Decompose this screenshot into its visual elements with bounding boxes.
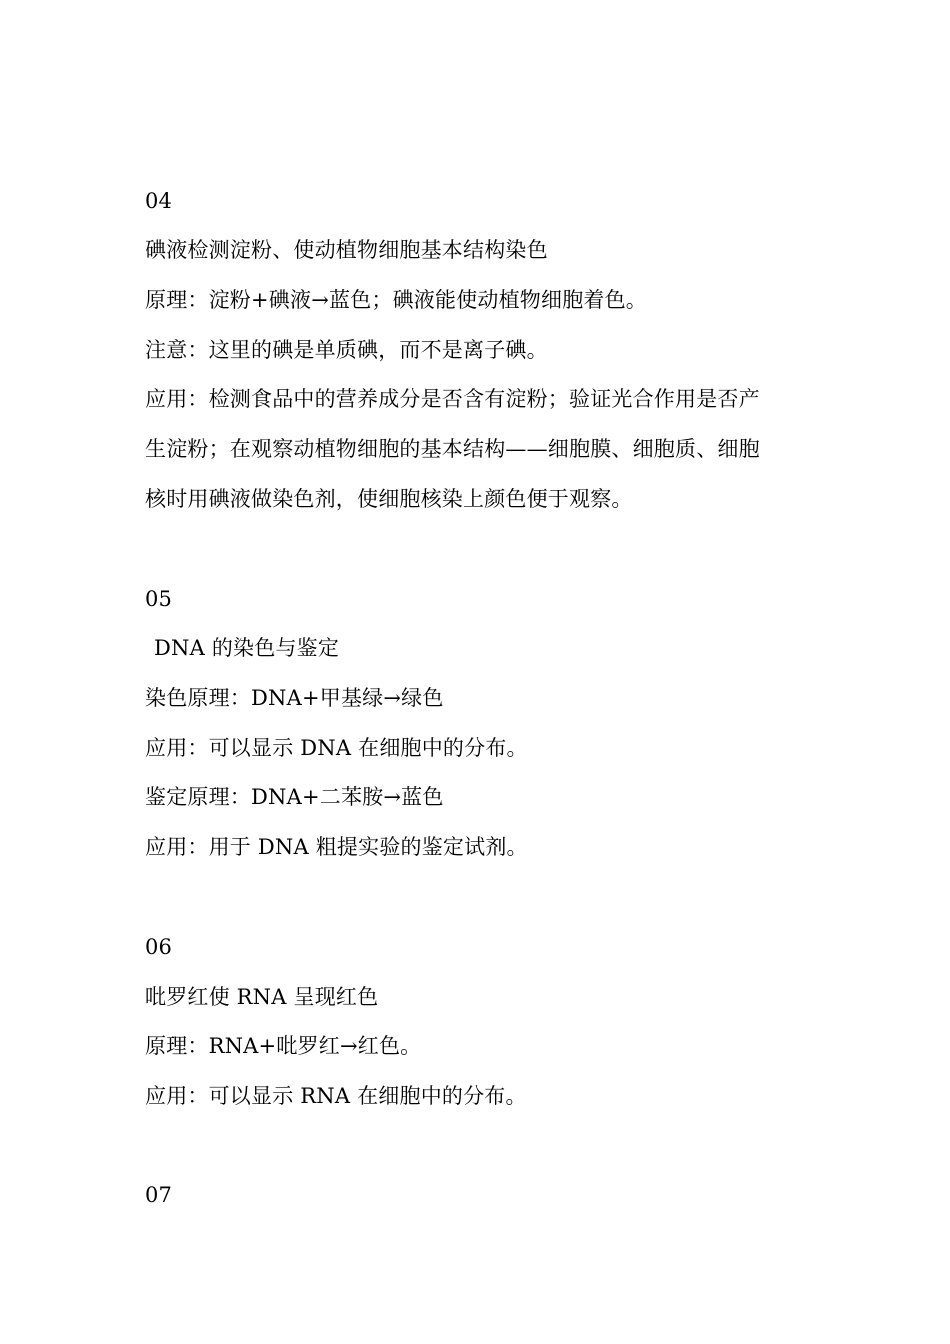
paragraph-line: 应用：检测食品中的营养成分是否含有淀粉；验证光合作用是否产 — [145, 387, 760, 411]
paragraph-line: 核时用碘液做染色剂，使细胞核染上颜色便于观察。 — [145, 487, 633, 511]
section-title: 吡罗红使 RNA 呈现红色 — [145, 985, 379, 1009]
paragraph-line: 注意：这里的碘是单质碘，而不是离子碘。 — [145, 338, 548, 362]
section-title: DNA 的染色与鉴定 — [154, 636, 340, 660]
paragraph-line: 原理：淀粉+碘液→蓝色；碘液能使动植物细胞着色。 — [145, 288, 647, 312]
paragraph-line: 应用：可以显示 RNA 在细胞中的分布。 — [145, 1084, 527, 1108]
section-title: 碘液检测淀粉、使动植物细胞基本结构染色 — [145, 238, 548, 262]
section-number: 05 — [145, 587, 173, 611]
paragraph-line: 应用：可以显示 DNA 在细胞中的分布。 — [145, 736, 528, 760]
section-number: 04 — [145, 189, 173, 213]
paragraph-line: 染色原理：DNA+甲基绿→绿色 — [145, 686, 444, 710]
section-number: 07 — [145, 1183, 173, 1207]
paragraph-line: 鉴定原理：DNA+二苯胺→蓝色 — [145, 785, 444, 809]
paragraph-line: 原理：RNA+吡罗红→红色。 — [145, 1034, 422, 1058]
paragraph-line: 生淀粉；在观察动植物细胞的基本结构——细胞膜、细胞质、细胞 — [145, 437, 760, 461]
paragraph-line: 应用：用于 DNA 粗提实验的鉴定试剂。 — [145, 835, 528, 859]
section-number: 06 — [145, 935, 173, 959]
